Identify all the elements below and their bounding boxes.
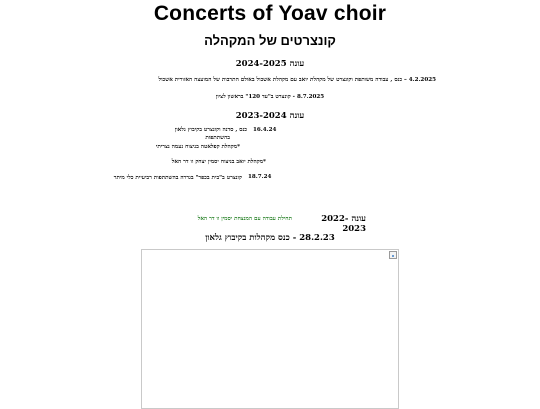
page-subtitle: קונצרטים של המקהלה: [204, 33, 336, 48]
event-participant: *מקהלת יואב בניצוח יסמין יצחק וו דר האל: [171, 159, 266, 165]
season-heading-2022-2023: עונה 2022-2023: [321, 214, 366, 234]
event-description: קונצרט ב"בית בכפר" בגדרה בהשתתפות רביעיית כלי מיתר: [113, 175, 242, 181]
list-item: 8.7.2025 - קונצרט ב"עד 120" בראשון לציון: [215, 94, 325, 100]
event-description: כנס , סדנה וקונצרט בקיבוץ גלאון: [174, 127, 247, 133]
event-heading: 28.2.23 - כנס מקהלות בקיבוץ גלאון: [205, 233, 335, 243]
event-date: 16.4.24: [253, 127, 277, 133]
event-image: [141, 249, 399, 409]
list-item: 4.2.2025 – כנס , עבודה משותפת וקונצרט של מקהלת יואב עם מקהלת אשכול באולם התרבות של המועצה האזורית אשכול: [158, 77, 436, 83]
season-heading-2024-2025: עונה 2024-2025: [235, 59, 305, 69]
event-description: בהשתתפות: [205, 135, 230, 141]
page-title: Concerts of Yoav choir: [153, 2, 387, 25]
event-participant: *מקהלת קפלאטה בניצוח נעמה נצריתי: [155, 144, 240, 150]
event-date: 18.7.24: [248, 174, 272, 180]
season-heading-2023-2024: עונה 2023-2024: [235, 111, 305, 121]
season-note: תחילת עבודה עם המנצחת יסמין וו דר האל: [197, 216, 292, 222]
broken-image-icon: [389, 251, 397, 259]
